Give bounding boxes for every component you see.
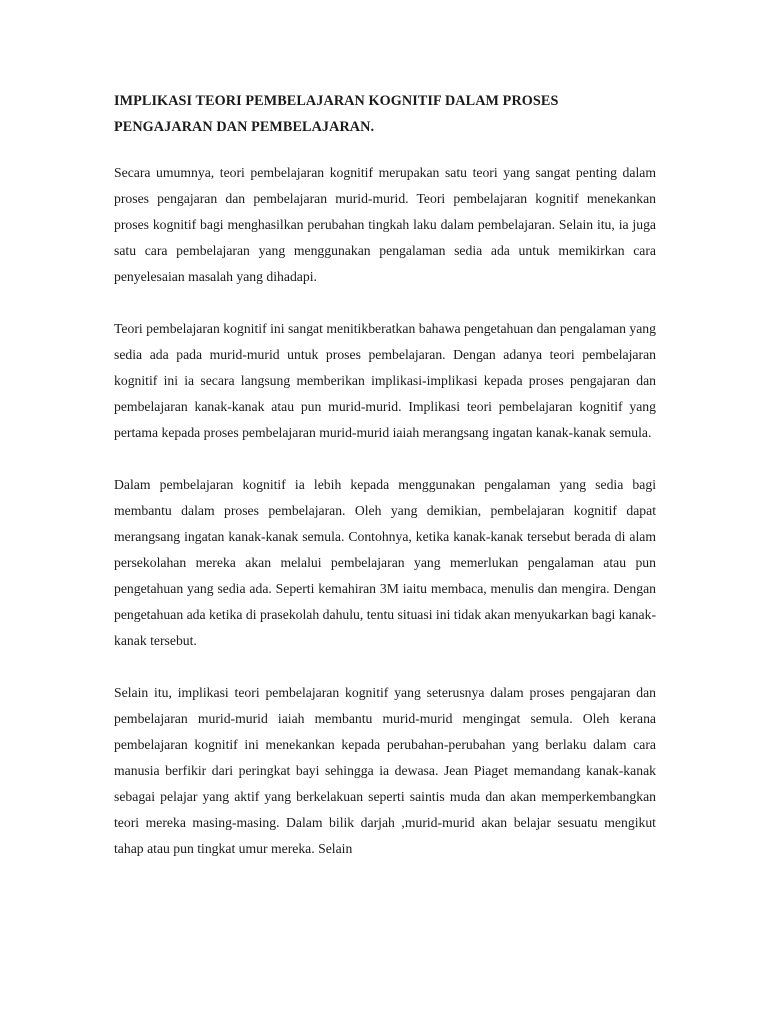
paragraph-1: Secara umumnya, teori pembelajaran kognitif merupakan satu teori yang sangat penting dalam proses pengajaran dan pembelajaran murid-murid. Teori pembelajaran kognitif menekankan proses kognitif bagi menghasilkan perubahan tingkah laku dalam pembelajaran. Selain itu, ia juga satu cara pembelajaran yang menggunakan pengalaman sedia ada untuk memikirkan cara penyelesaian masalah yang dihadapi.: [114, 165, 656, 284]
document-page: [114, 88, 656, 888]
paragraph-4: Selain itu, implikasi teori pembelajaran kognitif yang seterusnya dalam proses pengajaran dan pembelajaran murid-murid iaiah membantu murid-murid mengingat semula. Oleh kerana pembelajaran kognitif ini menekankan kepada perubahan-perubahan yang berlaku dalam cara manusia berfikir dari peringkat bayi sehingga ia dewasa. Jean Piaget memandang kanak-kanak sebagai pelajar yang aktif yang berkelakuan seperti saintis muda dan akan memperkembangkan teori mereka masing-masing. Dalam bilik darjah ,murid-murid akan belajar sesuatu mengikut tahap atau pun tingkat umur mereka. Selain: [114, 685, 656, 856]
paragraph-3: Dalam pembelajaran kognitif ia lebih kepada menggunakan pengalaman yang sedia bagi membantu dalam proses pembelajaran. Oleh yang demikian, pembelajaran kognitif dapat merangsang ingatan kanak-kanak semula. Contohnya, ketika kanak-kanak tersebut berada di alam persekolahan mereka akan melalui pembelajaran yang memerlukan pengalaman atau pun pengetahuan yang sedia ada. Seperti kemahiran 3M iaitu membaca, menulis dan mengira. Dengan pengetahuan ada ketika di prasekolah dahulu, tentu situasi ini tidak akan menyukarkan bagi kanak-kanak tersebut.: [114, 477, 656, 648]
document-title: IMPLIKASI TEORI PEMBELAJARAN KOGNITIF DALAM PROSES PENGAJARAN DAN PEMBELAJARAN.: [114, 93, 559, 135]
paragraph-2: Teori pembelajaran kognitif ini sangat menitikberatkan bahawa pengetahuan dan pengalaman yang sedia ada pada murid-murid untuk proses pembelajaran. Dengan adanya teori pembelajaran kognitif ini ia secara langsung memberikan implikasi-implikasi kepada proses pengajaran dan pembelajaran kanak-kanak atau pun murid-murid. Implikasi teori pembelajaran kognitif yang pertama kepada proses pembelajaran murid-murid iaiah merangsang ingatan kanak-kanak semula.: [114, 321, 656, 440]
